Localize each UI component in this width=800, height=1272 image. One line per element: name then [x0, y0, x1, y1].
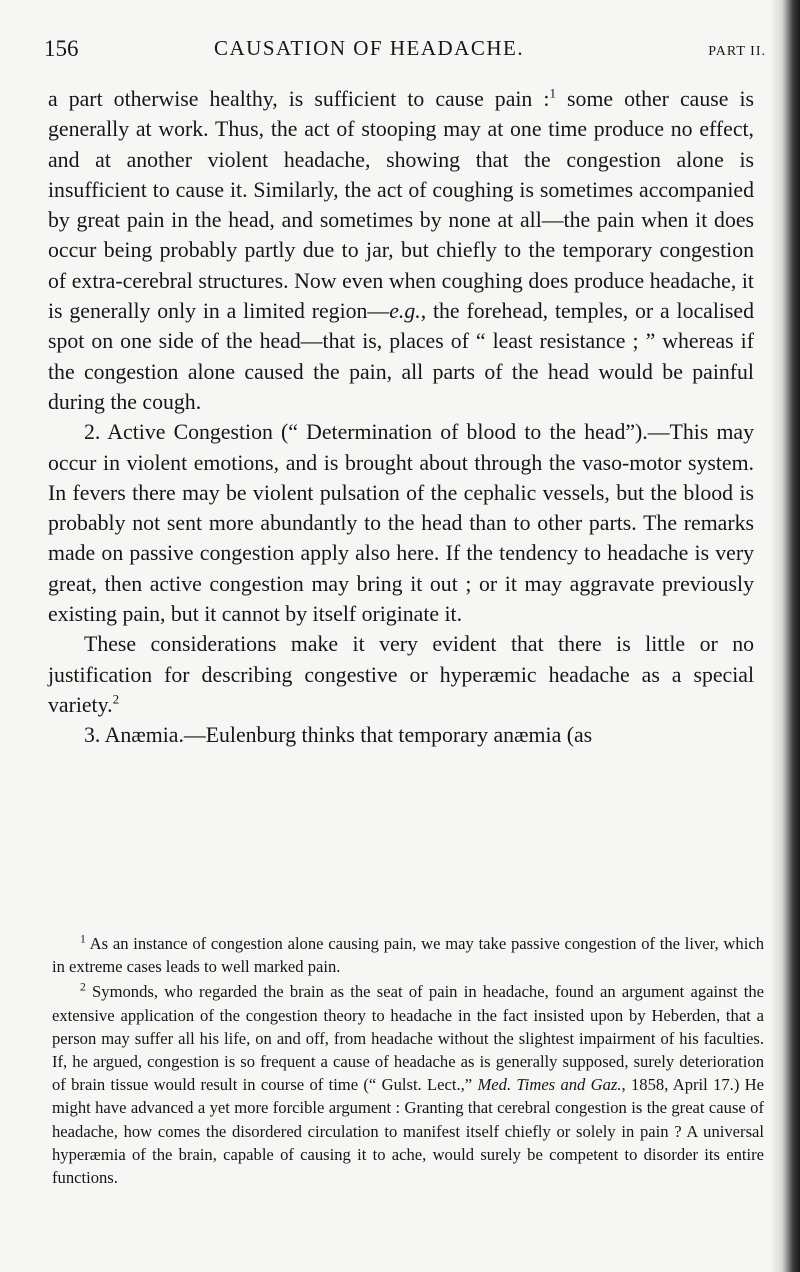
paragraph-text: a part otherwise healthy, is sufficient to cause pain :	[48, 87, 550, 111]
paragraph-text: These considerations make it very evident that there is little or no justification for describing congestive or hyperæmic headache as a special variety.	[48, 632, 754, 717]
footnote-mark-2: 2	[80, 980, 86, 994]
paragraph-considerations	[48, 629, 754, 720]
main-text	[48, 84, 754, 751]
footnote-ref-1[interactable]: 1	[549, 85, 556, 101]
footnote-text: Symonds, who regarded the brain as the seat of pain in headache, found an argument against the extensive application of the congestion theory to headache in the fact insisted upon by Heberden, that a person may suffer all his life, on and off, from headache without the slightest impairment of his faculties. If, he argued, congestion is so frequent a cause of headache as is generally supposed, surely deterioration of brain tissue would result in course of time (“ Gulst. Lect.,”	[52, 982, 764, 1095]
page-edge-shadow	[770, 0, 800, 1272]
footnote-text: As an instance of congestion alone causing pain, we may take passive congestion of the liver, which in extreme cases leads to well marked pain.	[52, 934, 764, 977]
running-title: CAUSATION OF HEADACHE.	[214, 36, 525, 60]
journal-title: Med. Times and Gaz.	[477, 1075, 622, 1095]
paragraph-text: some other cause is generally at work. Thus, the act of stooping may at one time produce no effect, and at another violent headache, showing that the congestion alone is insufficient to cause it. Similarly, the act of coughing is sometimes accompanied by great pain in the head, and sometimes by none at all—the pain when it does occur being probably partly due to jar, but chiefly to the temporary congestion of extra-cerebral structures. Now even when coughing does produce headache, it is generally only in a limited region—	[48, 87, 754, 324]
footnotes	[52, 932, 764, 1189]
footnote-text: , 1858, April 17.) He might have advanced a yet more forcible argument : Granting that cerebral congestion is the great cause of headache, how comes the disordered circulation to manifest itself chiefly or solely in pain ? A universal hyperæmia of the brain, capable of causing it to ache, would surely be competent to disorder its entire functions.	[52, 1075, 765, 1188]
page-number: 156	[44, 36, 79, 61]
footnote-2	[52, 980, 764, 1189]
page-header	[44, 36, 766, 66]
footnote-ref-2[interactable]: 2	[112, 691, 120, 707]
footnote-mark-1: 1	[80, 932, 86, 946]
paragraph-continuation	[48, 84, 754, 417]
footnote-1	[52, 932, 764, 978]
part-label: PART II.	[708, 44, 766, 59]
abbreviation-eg: e.g.	[389, 299, 421, 324]
paragraph-anaemia: 3. Anæmia.—Eulenburg thinks that temporary anæmia (as	[84, 723, 593, 748]
paragraph-active-congestion: 2. Active Congestion (“ Determination of blood to the head”).—This may occur in violent emotions, and is brought about through the vaso-motor system. In fevers there may be violent pulsation of the cephalic vessels, but the blood is probably not sent more abundantly to the head than to other parts. The remarks made on passive congestion apply also here. If the tendency to headache is very great, then active congestion may bring it out ; or it may aggravate previously existing pain, but it cannot by itself originate it.	[48, 420, 754, 627]
paragraph-text: , the forehead, temples, or a localised spot on one side of the head—that is, places of “ least resistance ; ” whereas if the congestion alone caused the pain, all parts of the head would be painful during the cough.	[48, 299, 754, 414]
